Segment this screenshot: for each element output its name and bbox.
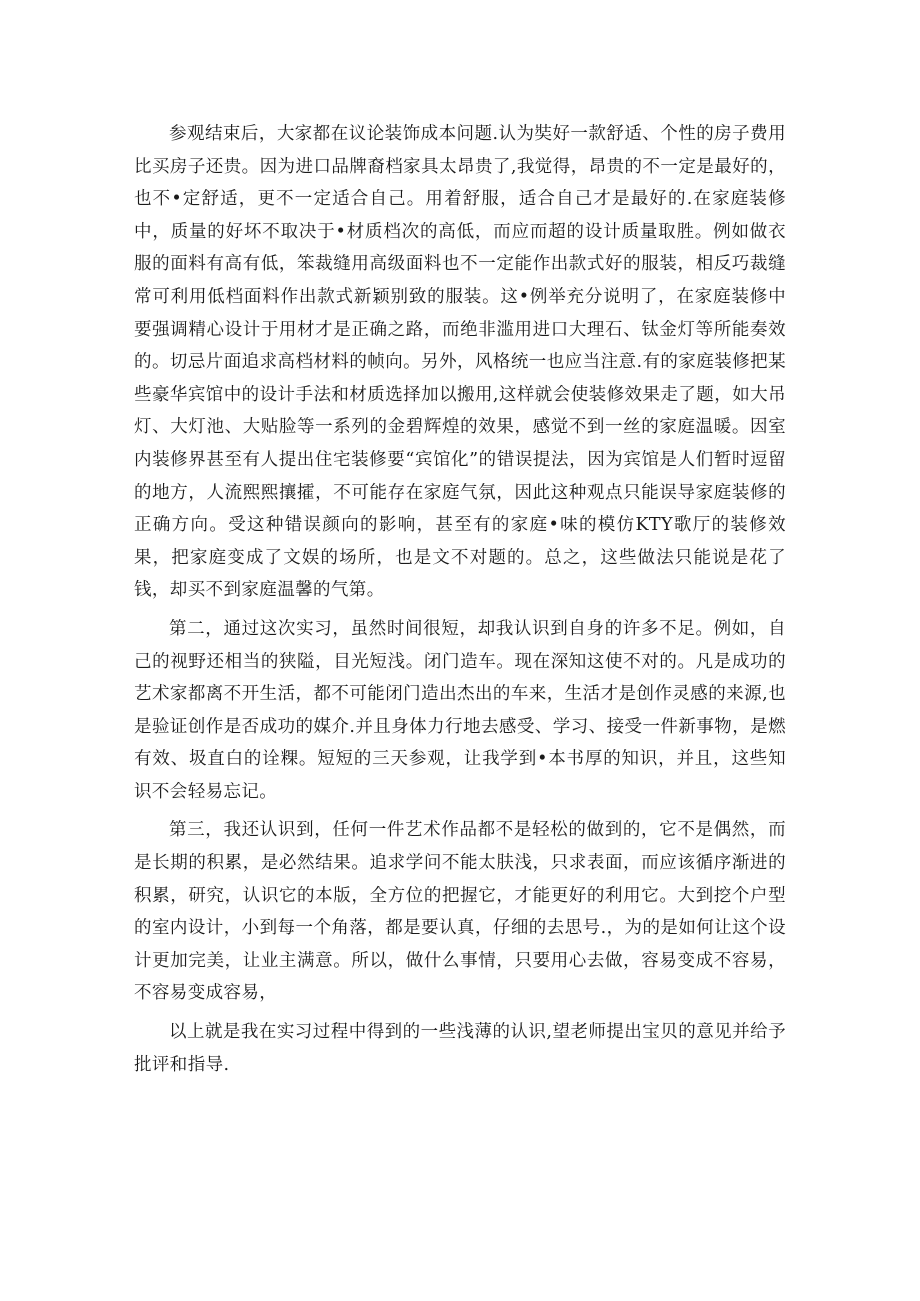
- paragraph-cost-discussion: 参观结束后，大家都在议论装饰成本问题.认为奘好一款舒适、个性的房子费用比买房子还贵。因为进口品牌裔档家具太昂贵了,我觉得，昂贵的不一定是最好的，也不•定舒适，更不一定适合自己。用着舒服，适合自己才是最好的.在家庭装修中，质量的好坏不取决于•材质档次的高低，而应而超的设计质量取胜。例如做衣服的面料有高有低，笨裁缝用高级面料也不一定能作出款式好的服装，相反巧裁缝常可利用低档面料作出款式新颖别致的服装。这•例举充分说明了，在家庭装修中要强调精心设计于用材才是正确之路，而绝非滥用进口大理石、钛金灯等所能奏效的。切忌片面追求高档材料的帧向。另外，风格统一也应当注意.有的家庭装修把某些豪华宾馆中的设计手法和材质选择加以搬用,这样就会使装修效果走了题，如大吊灯、大灯池、大贴脸等一系列的金碧辉煌的效果，感觉不到一丝的家庭温暖。因室内装修界甚至有人提出住宅装修要“宾馆化”的错误提法，因为宾馆是人们暂时逗留的地方，人流熙熙攘攉，不可能存在家庭气氛，因此这种观点只能误导家庭装修的正确方向。受这种错误颜向的影响，甚至有的家庭•味的模仿KTY歌厅的装修效果，把家庭变成了文娱的场所，也是文不对题的。总之，这些做法只能说是花了钱，却买不到家庭温馨的气第。: [134, 124, 786, 601]
- paragraph-third-point: 第三，我还认识到，任何一件艺术作品都不是轻松的做到的，它不是偶然，而是长期的积累，是必然结果。追求学问不能太肤浅，只求表面，而应该循序渐进的积累，研究，认识它的本版，全方位的把握它，才能更好的利用它。大到挖个户型的室内设计，小到每一个角落，都是要认真，仔细的去思号.，为的是如何让这个设计更加完美，让业主满意。所以，做什么事情，只要用心去做，容易变成不容易，不容易变成容易，: [134, 820, 786, 1004]
- document-body: [134, 118, 786, 1081]
- paragraph-conclusion: 以上就是我在实习过程中得到的一些浅薄的认识,望老师提出宝贝的意见并给予批评和指导.: [134, 1022, 786, 1075]
- paragraph-second-point: 第二，通过这次实习，虽然时间很短，却我认识到自身的许多不足。例如，自己的视野还相当的狭隘，目光短浅。闭门造车。现在深知这使不对的。凡是成功的艺术家都离不开生活，都不可能闭门造出杰出的车来，生活才是创作灵感的来源,也是验证创作是否成功的媒介.并且身体力行地去感受、学习、接受一件新事物，是燃有效、圾直白的诠粿。短短的三天参观，让我学到•本书厚的知识，并且，这些知识不会轻易忘记。: [134, 618, 786, 802]
